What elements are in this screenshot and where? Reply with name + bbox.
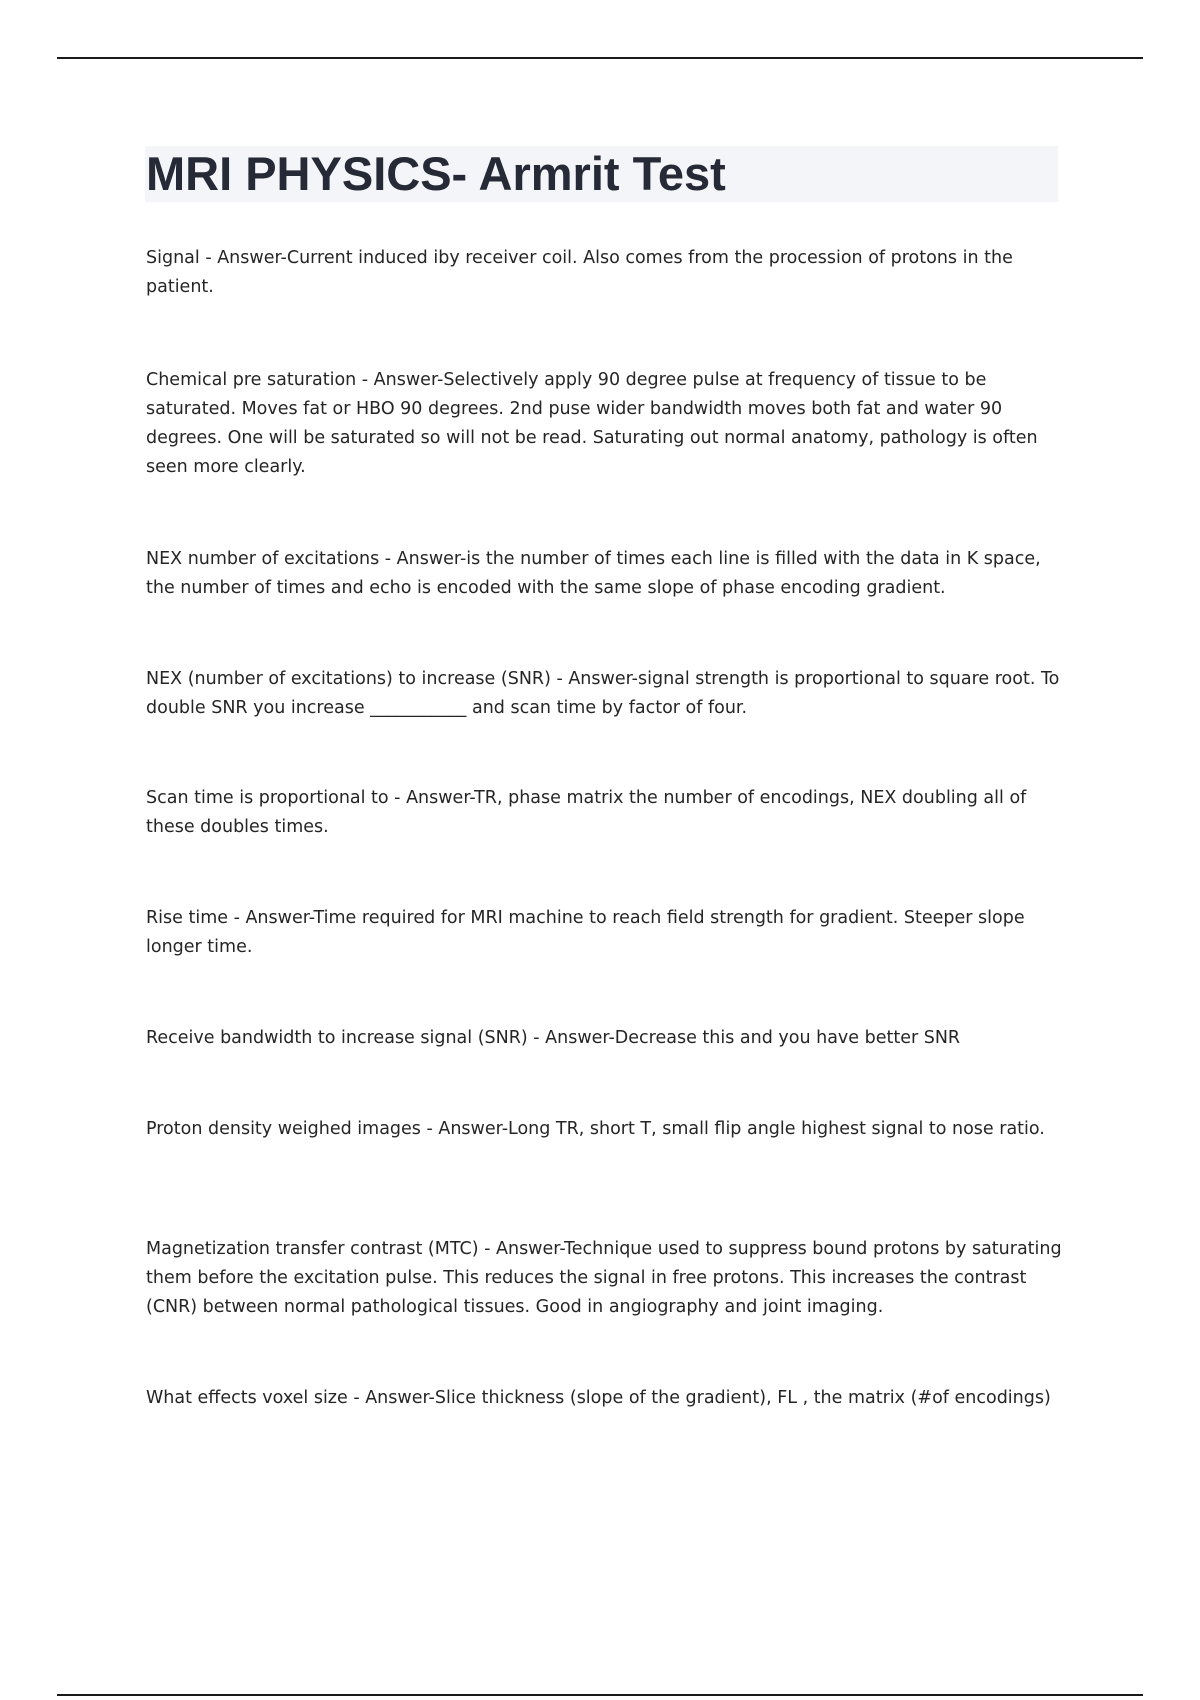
document-title: MRI PHYSICS- Armrit Test: [146, 147, 726, 200]
qa-item-proton-density: Proton density weighed images - Answer-Long TR, short T, small flip angle highest signal to nose ratio.: [146, 1119, 1045, 1139]
qa-item-scan-time: Scan time is proportional to - Answer-TR, phase matrix the number of encodings, NEX doubling all of these doubles times.: [146, 788, 1027, 837]
qa-item-signal: Signal - Answer-Current induced iby receiver coil. Also comes from the procession of protons in the patient.: [146, 248, 1013, 297]
footer-rule: [57, 1694, 1143, 1696]
qa-item-nex-definition: NEX number of excitations - Answer-is the number of times each line is filled with the data in K space, the number of times and echo is encoded with the same slope of phase encoding gradient.: [146, 549, 1041, 598]
qa-item-nex-snr: NEX (number of excitations) to increase (SNR) - Answer-signal strength is proportional to square root. To double SNR you increase ___________ and scan time by factor of four.: [146, 669, 1060, 718]
qa-item-chemical-pre-saturation: Chemical pre saturation - Answer-Selectively apply 90 degree pulse at frequency of tissue to be saturated. Moves fat or HBO 90 degrees. 2nd puse wider bandwidth moves both fat and water 90 degrees. One will be saturated so will not be read. Saturating out normal anatomy, pathology is often seen more clearly.: [146, 370, 1038, 477]
qa-item-receive-bandwidth: Receive bandwidth to increase signal (SNR) - Answer-Decrease this and you have better SNR: [146, 1028, 961, 1048]
qa-item-voxel-size: What effects voxel size - Answer-Slice thickness (slope of the gradient), FL , the matrix (#of encodings): [146, 1388, 1051, 1408]
qa-item-magnetization-transfer: Magnetization transfer contrast (MTC) - Answer-Technique used to suppress bound protons by saturating them before the excitation pulse. This reduces the signal in free protons. This increases the contrast (CNR) between normal pathological tissues. Good in angiography and joint imaging.: [146, 1239, 1062, 1317]
header-rule: [57, 57, 1143, 59]
qa-item-rise-time: Rise time - Answer-Time required for MRI machine to reach field strength for gradient. Steeper slope longer time.: [146, 908, 1025, 957]
